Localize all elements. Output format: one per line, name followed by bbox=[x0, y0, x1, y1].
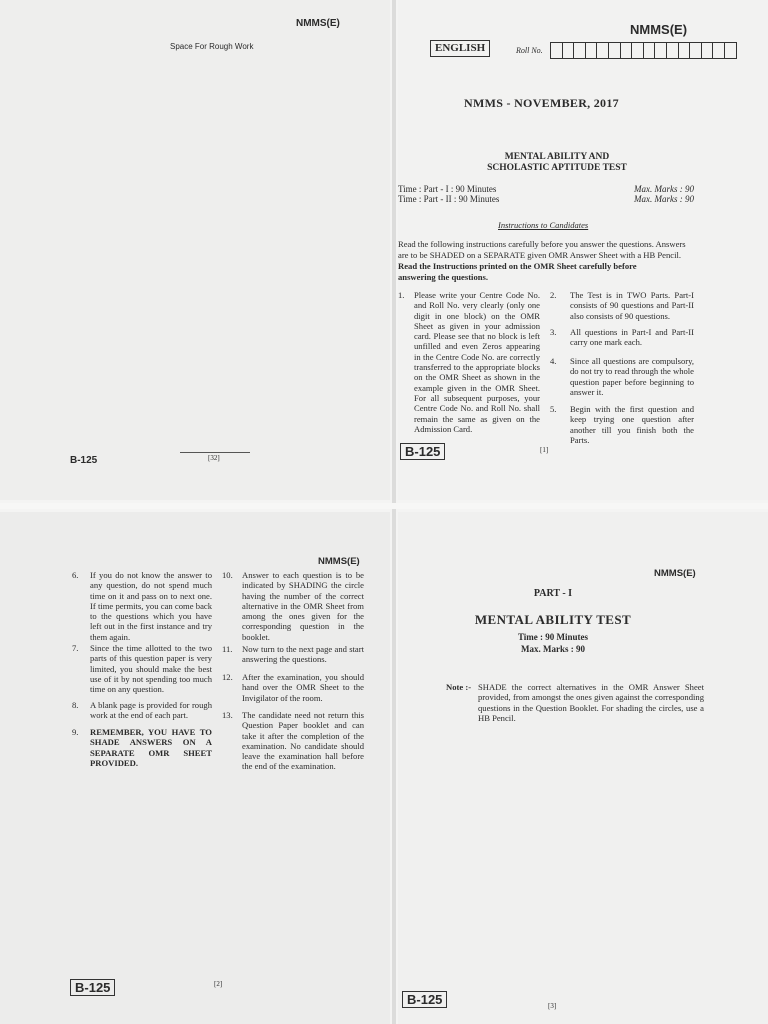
instruction-item: After the examination, you should hand over the OMR Sheet to the Invigilator of the room. bbox=[242, 672, 364, 703]
booklet-code: B-125 bbox=[400, 443, 445, 460]
footer-rule bbox=[180, 452, 250, 453]
test-title-line1: MENTAL ABILITY AND bbox=[504, 152, 610, 162]
note-text: SHADE the correct alternatives in the OMR Answer Sheet provided, from amongst the ones given against the corresponding questions in the Question Booklet. For shading the circles, use a HB Pencil. bbox=[478, 682, 704, 723]
marks-label: Max. Marks : 90 bbox=[521, 644, 585, 654]
instruction-item: Please write your Centre Code No. and Roll No. very clearly (only one digit in one block) on the OMR Sheet as given in your admission card. Please see that no block is left unfilled and even Zeros appearing in the Centre Code No. are correctly transferred to the appropriate blocks on the OMR Sheet as shown in the example given in the OMR Sheet. For all subsequent purposes, your Centre Code No. and Roll No. shall remain the same as given on the Admission Card. bbox=[414, 290, 540, 434]
instruction-item: All questions in Part-I and Part-II carry one mark each. bbox=[570, 327, 694, 348]
item-number: 11. bbox=[222, 644, 233, 654]
item-number: 1. bbox=[398, 290, 405, 300]
page-header: NMMS(E) bbox=[318, 556, 360, 567]
item-number: 10. bbox=[222, 570, 233, 580]
page-number: [3] bbox=[548, 1002, 557, 1010]
roll-number-boxes bbox=[550, 42, 737, 59]
instruction-item: Since all questions are compulsory, do not try to read through the whole question paper before beginning to answer it. bbox=[570, 356, 694, 397]
page-instructions-continued bbox=[0, 512, 390, 1024]
exam-title: NMMS - NOVEMBER, 2017 bbox=[464, 96, 619, 110]
page-number: [2] bbox=[214, 980, 223, 988]
booklet-code: B-125 bbox=[70, 455, 98, 466]
time-part2: Time : Part - II : 90 Minutes bbox=[398, 194, 500, 204]
rough-work-label: Space For Rough Work bbox=[170, 42, 254, 51]
page-cover bbox=[398, 0, 768, 500]
instructions-heading: Instructions to Candidates bbox=[498, 220, 589, 230]
booklet-code: B-125 bbox=[70, 979, 115, 996]
intro-line-1: Read the following instructions carefully before you answer the questions. Answers bbox=[398, 239, 686, 249]
page-rough-work bbox=[0, 0, 390, 500]
page-part-one bbox=[398, 512, 768, 1024]
test-title-line2: SCHOLASTIC APTITUDE TEST bbox=[487, 163, 627, 173]
instruction-item: The candidate need not return this Question Paper booklet and can take it after the completion of the examination. No candidate should leave the examination hall before the end of the examination. bbox=[242, 710, 364, 772]
booklet-code: B-125 bbox=[402, 991, 447, 1008]
time-label: Time : 90 Minutes bbox=[517, 632, 589, 642]
item-number: 12. bbox=[222, 672, 233, 682]
time-part1: Time : Part - I : 90 Minutes bbox=[398, 184, 497, 194]
item-number: 2. bbox=[550, 290, 557, 300]
intro-line-2: are to be SHADED on a SEPARATE given OMR Answer Sheet with a HB Pencil. bbox=[398, 250, 682, 260]
instruction-item: Now turn to the next page and start answering the questions. bbox=[242, 644, 364, 665]
intro-line-3: Read the Instructions printed on the OMR Sheet carefully before bbox=[398, 261, 637, 271]
item-number: 7. bbox=[72, 643, 79, 653]
item-number: 13. bbox=[222, 710, 233, 720]
language-box: ENGLISH bbox=[430, 40, 490, 57]
marks-part1: Max. Marks : 90 bbox=[634, 184, 694, 194]
intro-line-4: answering the questions. bbox=[398, 272, 489, 282]
page-number: [32] bbox=[208, 454, 220, 462]
page-header: NMMS(E) bbox=[654, 568, 696, 579]
instruction-item: REMEMBER, YOU HAVE TO SHADE ANSWERS ON A SEPARATE OMR SHEET PROVIDED. bbox=[90, 727, 212, 768]
page-number: [1] bbox=[540, 446, 549, 454]
test-title: MENTAL ABILITY TEST bbox=[474, 612, 632, 627]
instruction-item: The Test is in TWO Parts. Part-I consists of 90 questions and Part-II also consists of 90 questions. bbox=[570, 290, 694, 321]
item-number: 4. bbox=[550, 356, 557, 366]
roll-number-label: Roll No. bbox=[516, 46, 543, 55]
page-header: NMMS(E) bbox=[296, 18, 340, 29]
item-number: 8. bbox=[72, 700, 79, 710]
page-divider-vertical bbox=[392, 0, 396, 1024]
instruction-item: If you do not know the answer to any question, do not spend much time on it and pass on to next one. If time permits, you can come back to the questions which you have left out in the first instance and try them again. bbox=[90, 570, 212, 642]
instruction-item: Answer to each question is to be indicated by SHADING the circle having the number of the correct alternative in the OMR Sheet from among the ones given for the corresponding question in the booklet. bbox=[242, 570, 364, 642]
note-label: Note :- bbox=[446, 682, 472, 692]
instruction-item: Since the time allotted to the two parts of this question paper is very limited, you should make the best use of it by not spending too much time on any question. bbox=[90, 643, 212, 695]
part-label: PART - I bbox=[533, 588, 573, 599]
instruction-item: Begin with the first question and keep trying one question after another till you finish both the Parts. bbox=[570, 404, 694, 445]
item-number: 6. bbox=[72, 570, 79, 580]
item-number: 9. bbox=[72, 727, 79, 737]
item-number: 5. bbox=[550, 404, 557, 414]
page-divider-horizontal bbox=[0, 503, 768, 509]
page-header: NMMS(E) bbox=[630, 22, 688, 37]
item-number: 3. bbox=[550, 327, 557, 337]
instruction-item: A blank page is provided for rough work at the end of each part. bbox=[90, 700, 212, 721]
marks-part2: Max. Marks : 90 bbox=[634, 194, 694, 204]
